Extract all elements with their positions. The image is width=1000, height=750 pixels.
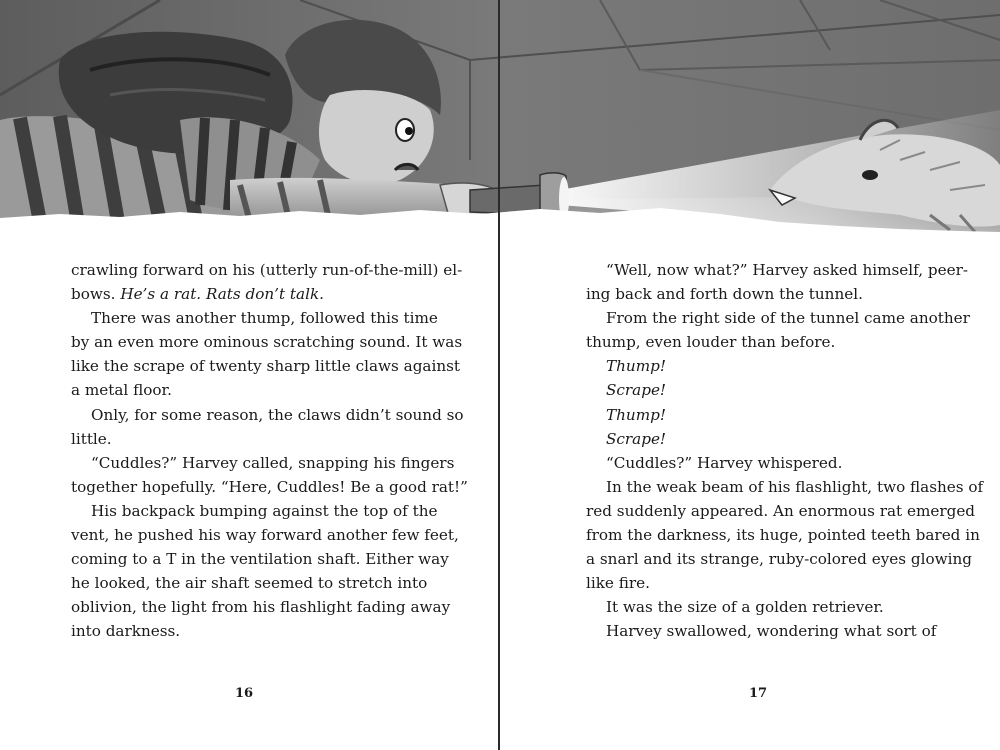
- italic-thought: He’s a rat. Rats don’t talk.: [120, 285, 324, 304]
- text-line: It was the size of a golden retriever.: [606, 598, 884, 617]
- text-line: like fire.: [586, 574, 650, 593]
- text-line: Only, for some reason, the claws didn’t sound so: [91, 405, 464, 424]
- text-line: “Well, now what?” Harvey asked himself, peer-: [606, 261, 968, 279]
- text-line: a snarl and its strange, ruby-colored eyes glowing: [586, 550, 972, 569]
- text-line: In the weak beam of his flashlight, two flashes of: [606, 477, 984, 496]
- text-line: into darkness.: [71, 622, 181, 641]
- text-line: crawling forward on his (utterly run-of-the-mill) el-: [71, 261, 463, 279]
- text-line: together hopefully. “Here, Cuddles! Be a good rat!”: [71, 477, 468, 496]
- text-line: Harvey swallowed, wondering what sort of: [606, 622, 937, 641]
- text-line: by an even more ominous scratching sound. It was: [71, 333, 463, 352]
- sound-effect: Thump!: [606, 357, 666, 376]
- page-number-right: 17: [748, 686, 768, 701]
- text-line: coming to a T in the ventilation shaft. Either way: [71, 550, 449, 569]
- sound-effect: Thump!: [606, 405, 666, 424]
- text-line: he looked, the air shaft seemed to stretch into: [71, 574, 428, 593]
- text-line: “Cuddles?” Harvey whispered.: [606, 453, 843, 472]
- text-line: His backpack bumping against the top of the: [91, 501, 438, 520]
- text-line: There was another thump, followed this time: [91, 309, 438, 328]
- text-line: a metal floor.: [71, 381, 172, 400]
- text-line: ing back and forth down the tunnel.: [586, 285, 863, 304]
- sound-effect: Scrape!: [606, 429, 667, 448]
- text-line: [71, 282, 416, 306]
- text-line: from the darkness, its huge, pointed teeth bared in: [586, 526, 980, 545]
- text-line: “Cuddles?” Harvey called, snapping his fingers: [91, 453, 455, 472]
- text-line: From the right side of the tunnel came another: [606, 309, 970, 328]
- left-page-text: [71, 258, 468, 644]
- page-number-left: 16: [234, 686, 254, 701]
- text-line-part: bows.: [71, 285, 121, 304]
- sound-effect: Scrape!: [606, 381, 667, 400]
- text-line: like the scrape of twenty sharp little claws against: [71, 357, 461, 376]
- text-line: oblivion, the light from his flashlight fading away: [71, 598, 451, 617]
- right-page-text: [586, 258, 984, 644]
- text-line: red suddenly appeared. An enormous rat emerged: [586, 501, 976, 520]
- text-line: vent, he pushed his way forward another few feet,: [71, 526, 459, 545]
- page-left: [0, 0, 499, 750]
- text-line: thump, even louder than before.: [586, 333, 836, 352]
- text-line: little.: [71, 429, 112, 448]
- page-right: [501, 0, 1000, 750]
